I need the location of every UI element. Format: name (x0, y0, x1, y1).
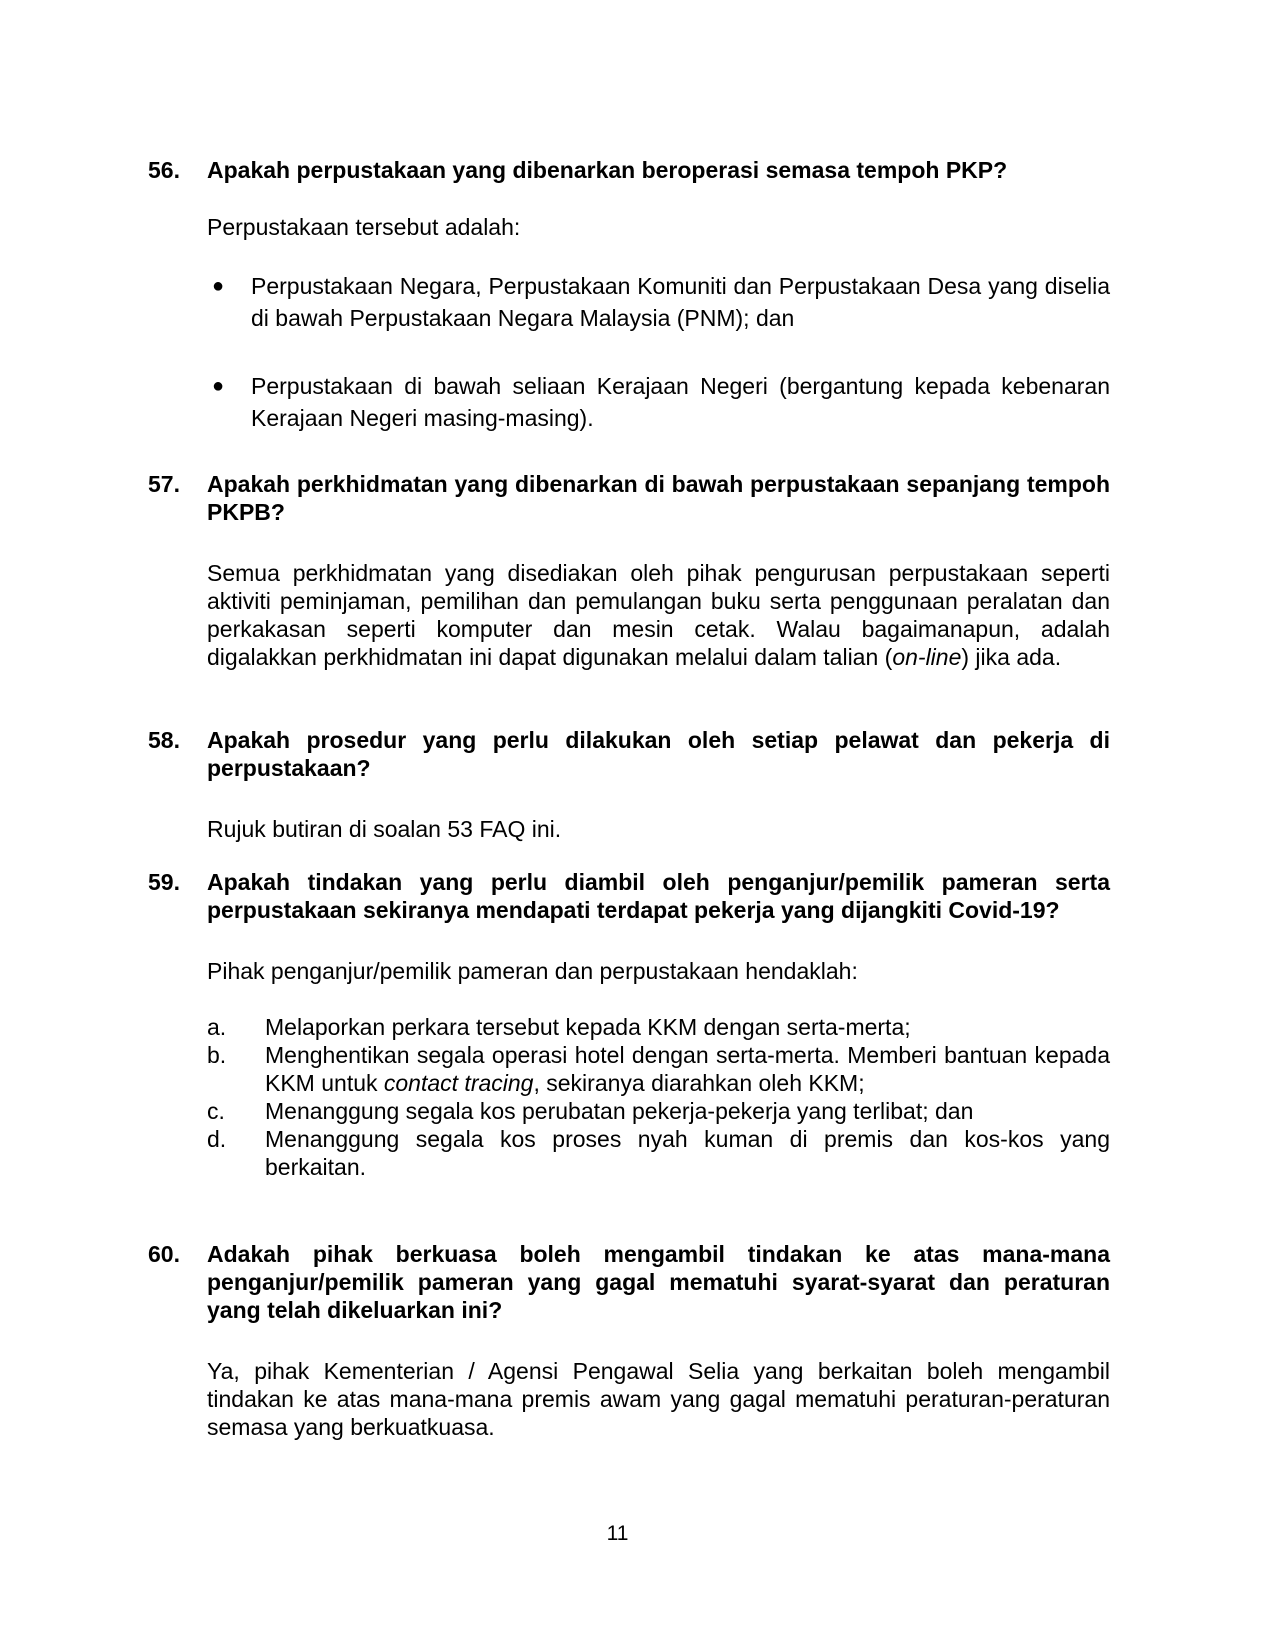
answer-intro: Pihak penganjur/pemilik pameran dan perpustakaan hendaklah: (207, 958, 858, 984)
list-letter: c. (207, 1098, 225, 1124)
bullet-item (207, 370, 1110, 434)
question-heading (148, 726, 1110, 782)
list-letter: a. (207, 1014, 227, 1040)
question-number: 58. (148, 727, 180, 753)
question-text: Apakah perpustakaan yang dibenarkan beroperasi semasa tempoh PKP? (207, 157, 1008, 183)
bullet-icon: ● (212, 275, 225, 297)
faq-question-56 (148, 156, 1110, 434)
answer-text: Rujuk butiran di soalan 53 FAQ ini. (207, 816, 562, 842)
answer-text: Ya, pihak Kementerian / Agensi Pengawal Selia yang berkaitan boleh mengambil tindakan ke atas mana-mana premis awam yang gagal mematuhi peraturan-peraturan semasa yang berkuatkuasa. (207, 1358, 1110, 1440)
question-text: Adakah pihak berkuasa boleh mengambil tindakan ke atas mana-mana penganjur/pemilik pameran yang gagal mematuhi syarat-syarat dan peraturan yang telah dikeluarkan ini? (207, 1241, 1110, 1323)
list-item (207, 1041, 1110, 1097)
page-number: 11 (606, 1522, 629, 1545)
answer-text (207, 559, 1110, 671)
answer-italic-term: on-line (892, 644, 962, 670)
question-number: 60. (148, 1241, 180, 1267)
question-heading (148, 470, 1110, 526)
list-text: Menanggung segala kos perubatan pekerja-pekerja yang terlibat; dan (265, 1098, 974, 1124)
question-text: Apakah tindakan yang perlu diambil oleh penganjur/pemilik pameran serta perpustakaan sekiranya mendapati terdapat pekerja yang dijangkiti Covid-19? (207, 869, 1110, 923)
list-item (207, 1013, 1110, 1041)
list-text (265, 1042, 1110, 1096)
question-text: Apakah prosedur yang perlu dilakukan oleh setiap pelawat dan pekerja di perpustakaan? (207, 727, 1110, 781)
list-text: Menanggung segala kos proses nyah kuman di premis dan kos-kos yang berkaitan. (265, 1126, 1110, 1180)
list-letter: b. (207, 1042, 227, 1068)
answer-text-part: ) jika ada. (961, 644, 1062, 670)
question-number: 59. (148, 869, 180, 895)
question-heading (148, 156, 1110, 184)
bullet-item (207, 270, 1110, 334)
answer-text-part: Semua perkhidmatan yang disediakan oleh pihak pengurusan perpustakaan seperti aktiviti peminjaman, pemilihan dan pemulangan buku serta penggunaan peralatan dan perkakasan seperti komputer dan mesin cetak. Walau bagaimanapun, adalah digalakkan perkhidmatan ini dapat digunakan melalui dalam talian ( (207, 560, 1110, 670)
answer-intro: Perpustakaan tersebut adalah: (207, 214, 521, 240)
faq-question-58 (148, 726, 1110, 843)
list-text-part: , sekiranya diarahkan oleh KKM; (533, 1070, 865, 1096)
faq-question-60 (148, 1240, 1110, 1441)
question-heading (148, 1240, 1110, 1324)
faq-question-59 (148, 868, 1110, 1181)
question-number: 56. (148, 157, 180, 183)
list-letter: d. (207, 1126, 227, 1152)
bullet-icon: ● (212, 375, 225, 397)
list-italic-term: contact tracing (383, 1070, 534, 1096)
bullet-list (207, 270, 1110, 434)
lettered-list (207, 1013, 1110, 1181)
bullet-text: Perpustakaan Negara, Perpustakaan Komuniti dan Perpustakaan Desa yang diselia di bawah Perpustakaan Negara Malaysia (PNM); dan (251, 273, 1110, 331)
list-item (207, 1097, 1110, 1125)
question-number: 57. (148, 471, 180, 497)
list-item (207, 1125, 1110, 1181)
question-text: Apakah perkhidmatan yang dibenarkan di bawah perpustakaan sepanjang tempoh PKPB? (207, 471, 1110, 525)
bullet-text: Perpustakaan di bawah seliaan Kerajaan Negeri (bergantung kepada kebenaran Kerajaan Negeri masing-masing). (251, 373, 1110, 431)
list-text-part: Menghentikan segala operasi hotel dengan serta-merta. Memberi bantuan kepada KKM untuk (265, 1042, 1110, 1096)
faq-question-57 (148, 470, 1110, 671)
list-text: Melaporkan perkara tersebut kepada KKM dengan serta-merta; (265, 1014, 911, 1040)
question-heading (148, 868, 1110, 924)
